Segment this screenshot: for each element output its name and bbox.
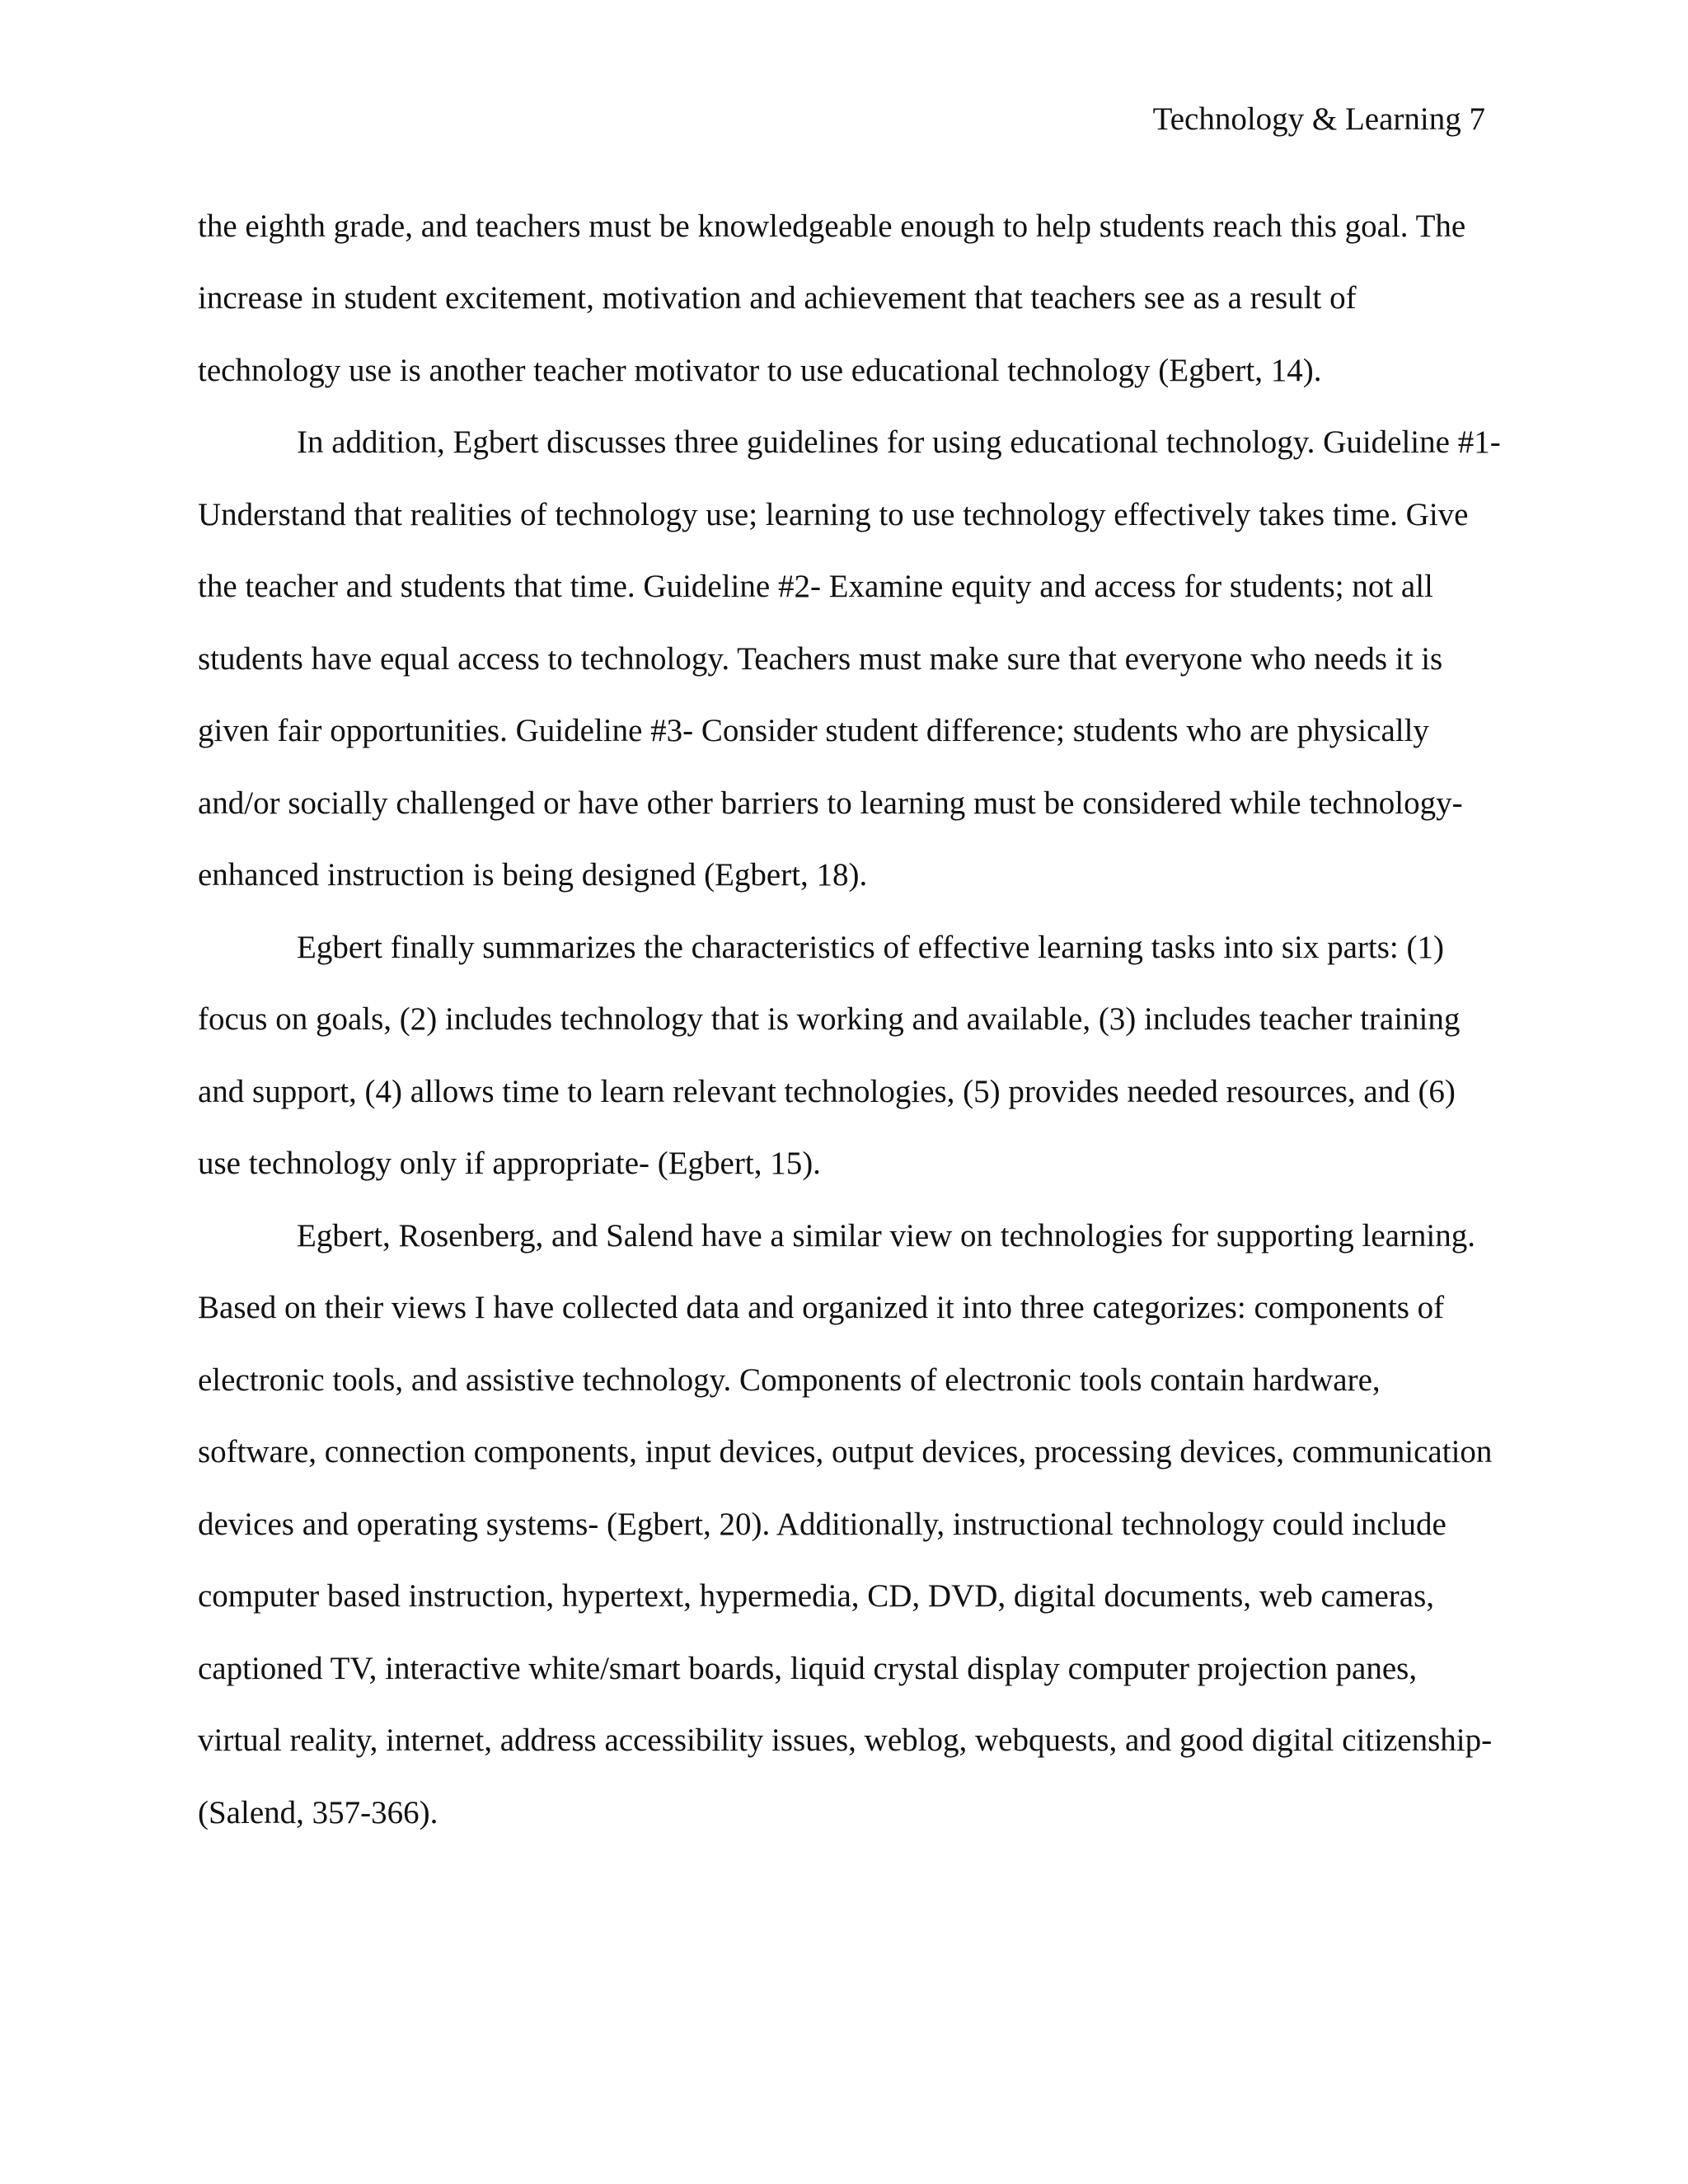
body-text-line: Understand that realities of technology use; learning to use technology effectively takes time. Give [198,497,1469,532]
body-text-line: electronic tools, and assistive technology. Components of electronic tools contain hardware, [198,1362,1381,1398]
body-text-line: and/or socially challenged or have other barriers to learning must be considered while technology- [198,785,1463,821]
body-text-line: captioned TV, interactive white/smart boards, liquid crystal display computer projection panes, [198,1651,1418,1686]
body-text-line: devices and operating systems- (Egbert, 20). Additionally, instructional technology could include [198,1507,1447,1542]
running-head: Technology & Learning 7 [1152,101,1485,137]
body-text-line: (Salend, 357-366). [198,1795,438,1830]
body-text-line: the eighth grade, and teachers must be knowledgeable enough to help students reach this goal. The [198,209,1466,244]
body-text-line: computer based instruction, hypertext, hypermedia, CD, DVD, digital documents, web cameras, [198,1578,1435,1614]
paragraph-first-line: Egbert finally summarizes the characteristics of effective learning tasks into six parts: (1) [297,930,1444,965]
body-text-line: and support, (4) allows time to learn relevant technologies, (5) provides needed resources, and (6) [198,1074,1456,1109]
body-text-line: focus on goals, (2) includes technology that is working and available, (3) includes teacher training [198,1001,1461,1037]
body-text-line: Based on their views I have collected data and organized it into three categorizes: components of [198,1290,1445,1325]
body-text-line: software, connection components, input devices, output devices, processing devices, communication [198,1434,1493,1469]
body-text-line: increase in student excitement, motivation and achievement that teachers see as a result of [198,280,1357,316]
body-text-line: virtual reality, internet, address accessibility issues, weblog, webquests, and good digital citizenship- [198,1722,1493,1758]
paragraph-first-line: Egbert, Rosenberg, and Salend have a similar view on technologies for supporting learning. [297,1218,1476,1254]
body-text-line: technology use is another teacher motivator to use educational technology (Egbert, 14). [198,353,1322,388]
paragraph-first-line: In addition, Egbert discusses three guidelines for using educational technology. Guideline #1- [297,424,1501,460]
body-text-line: the teacher and students that time. Guideline #2- Examine equity and access for students; not all [198,569,1433,604]
body-text-line: students have equal access to technology. Teachers must make sure that everyone who needs it is [198,641,1443,677]
body-text-line: enhanced instruction is being designed (Egbert, 18). [198,857,868,893]
body-text-line: given fair opportunities. Guideline #3- Consider student difference; students who are physically [198,713,1429,748]
body-text-line: use technology only if appropriate- (Egbert, 15). [198,1146,821,1181]
